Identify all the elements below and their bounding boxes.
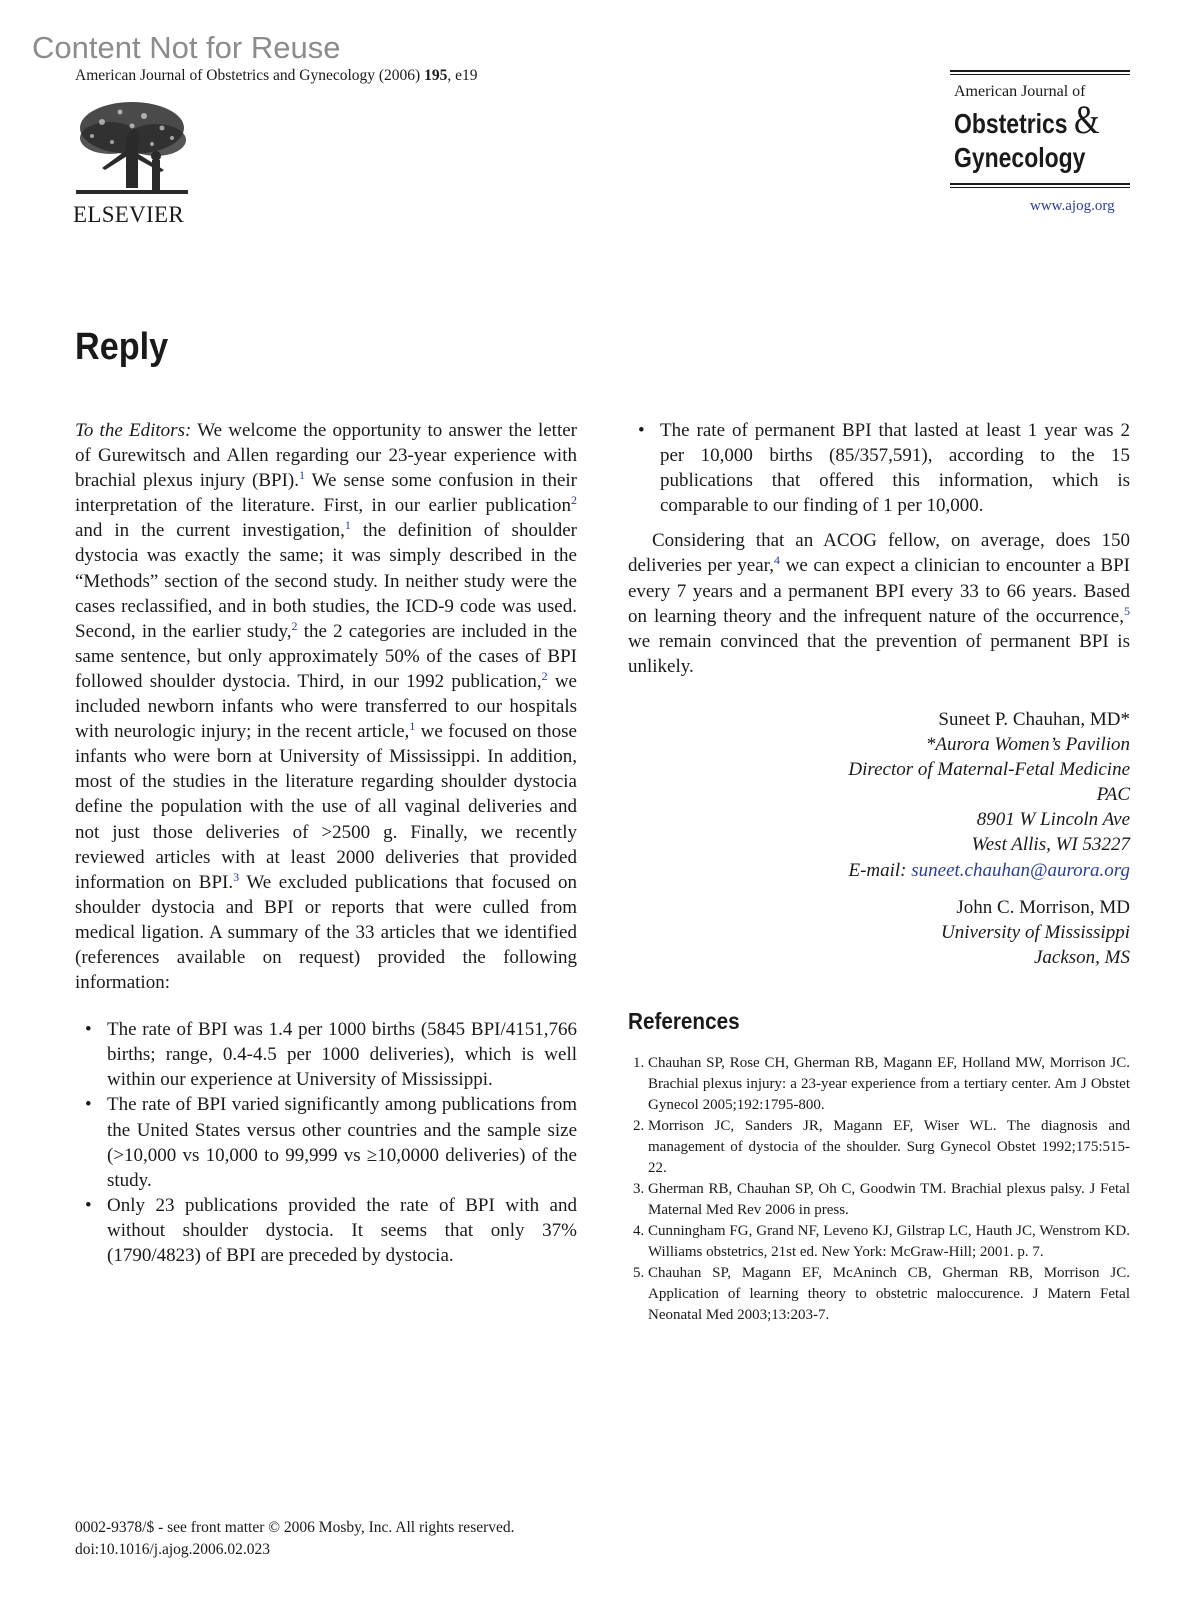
- reference-1-link[interactable]: 1: [299, 468, 305, 483]
- brand-rule-top: [950, 70, 1130, 72]
- watermark: Content Not for Reuse: [32, 30, 341, 65]
- finding-item: • Only 23 publications provided the rate of BPI with and without shoulder dystocia. It seems that only 37% (1790/4823) of BPI are preceded by dystocia.: [107, 1193, 577, 1268]
- finding-item: • The rate of permanent BPI that lasted at least 1 year was 2 per 10,000 births (85/357,591), according to the 15 publications that offered this information, which is comparable to our finding of 1 per 10,000.: [660, 418, 1130, 518]
- doi-line: doi:10.1016/j.ajog.2006.02.023: [75, 1541, 271, 1558]
- reference-item: 5. Chauhan SP, Magann EF, McAninch CB, Gherman RB, Morrison JC. Application of learning theory to obstetric maloccurence. J Matern Fetal Neonatal Med 2003;13:203-7.: [648, 1263, 1130, 1326]
- brand-ampersand: &: [1073, 97, 1100, 142]
- reference-item: 4. Cunningham FG, Grand NF, Leveno KJ, Gilstrap LC, Hauth JC, Wenstrom KD. Williams obstetrics, 21st ed. New York: McGraw-Hill; 2001. p. 7.: [648, 1221, 1130, 1263]
- author-1-address-city: West Allis, WI 53227: [971, 834, 1130, 856]
- references-list: [628, 1053, 1130, 1326]
- author-1-email-link[interactable]: suneet.chauhan@aurora.org: [911, 859, 1130, 881]
- journal-url-link[interactable]: www.ajog.org: [1030, 198, 1115, 214]
- author-1-address-street: 8901 W Lincoln Ave: [976, 809, 1130, 831]
- reference-4-link[interactable]: 4: [774, 553, 780, 568]
- reference-item: 3. Gherman RB, Chauhan SP, Oh C, Goodwin TM. Brachial plexus palsy. J Fetal Maternal Med Rev 2006 in press.: [648, 1179, 1130, 1221]
- reference-2-link[interactable]: 2: [571, 493, 577, 508]
- article-title: Reply: [75, 326, 169, 368]
- finding-item: • The rate of BPI varied significantly among publications from the United States versus other countries and the sample size (>10,000 vs 10,000 to 99,999 vs ≥10,0000 deliveries) of the study.: [107, 1092, 577, 1192]
- brand-line-1: Obstetrics &: [954, 97, 1100, 142]
- author-2-location: Jackson, MS: [1033, 946, 1130, 968]
- author-1-title: Director of Maternal-Fetal Medicine: [848, 759, 1130, 781]
- author-2-name: John C. Morrison, MD: [956, 896, 1130, 918]
- reference-2-link[interactable]: 2: [541, 668, 548, 683]
- brand-rule-bottom: [950, 183, 1130, 185]
- brand-line-2: Gynecology: [954, 142, 1086, 173]
- author-1-email-line: [628, 858, 1130, 883]
- publisher-logo-text: ELSEVIER: [73, 202, 184, 227]
- right-column: [628, 418, 1130, 970]
- brand-rule-top-thin: [950, 74, 1130, 75]
- signature-author-1: [628, 707, 1130, 883]
- left-column: [75, 418, 577, 1268]
- paragraph-2: Considering that an ACOG fellow, on average, does 150 deliveries per year,$^4$ we can expect a clinician to encounter a BPI every 7 years and a permanent BPI every 33 to 66 years. Based on learning theory and the infrequent nature of the occurrence,$^5$ we remain convinced that the prevention of permanent BPI is unlikely.: [628, 530, 1130, 677]
- author-1-name: Suneet P. Chauhan, MD*: [938, 708, 1130, 730]
- email-label: E-mail:: [848, 859, 912, 881]
- reference-1-link[interactable]: 1: [409, 719, 416, 734]
- findings-list-continued: [628, 418, 1130, 518]
- reference-item: 2. Morrison JC, Sanders JR, Magann EF, Wiser WL. The diagnosis and management of dystocia of the shoulder. Surg Gynecol Obstet 1992;175:515-22.: [648, 1116, 1130, 1179]
- reference-3-link[interactable]: 3: [233, 869, 240, 884]
- copyright-line: 0002-9378/$ - see front matter © 2006 Mosby, Inc. All rights reserved.: [75, 1519, 515, 1536]
- findings-list: [75, 1017, 577, 1268]
- reference-5-link[interactable]: 5: [1124, 603, 1130, 618]
- intro-label: To the Editors:: [75, 420, 192, 441]
- page-footer: [75, 1517, 515, 1561]
- author-1-affiliation: *Aurora Women’s Pavilion: [925, 734, 1130, 756]
- author-1-org: PAC: [1096, 784, 1130, 806]
- reference-2-link[interactable]: 2: [291, 618, 298, 633]
- finding-item: • The rate of BPI was 1.4 per 1000 births (5845 BPI/4151,766 births; range, 0.4-4.5 per 1000 deliveries), which is well within our experience at University of Mississippi.: [107, 1017, 577, 1092]
- reference-1-link[interactable]: 1: [344, 518, 351, 533]
- references-heading: References: [628, 1008, 740, 1034]
- author-2-affiliation: University of Mississippi: [941, 921, 1130, 943]
- journal-brand: [950, 70, 1130, 188]
- paragraph-1: To the Editors: We welcome the opportunity to answer the letter of Gurewitsch and Allen regarding our 23-year experience with brachial plexus injury (BPI).$^1$ We sense some confusion in their interpretation of the literature. First, in our earlier publication$^2$ and in the current investigation,$^1$ the definition of shoulder dystocia was exactly the same; it was simply described in the “Methods” section of the second study. In neither study were the cases reclassified, and in both studies, the ICD-9 code was used. Second, in the earlier study,$^2$ the 2 categories are included in the same sentence, but only approximately 50% of the cases of BPI followed shoulder dystocia. Third, in our 1992 publication,$^2$ we included newborn infants who were transferred to our hospitals with neurologic injury; in the recent article,$^1$ we focused on those infants who were born at University of Mississippi. In addition, most of the studies in the literature regarding shoulder dystocia define the population with the use of all vaginal deliveries and not just those deliveries of >2500 g. Finally, we recently reviewed articles with at least 2000 deliveries that provided information on BPI.$^3$ We excluded publications that focused on shoulder dystocia and BPI or reports that were culled from medical ligation. A summary of the 33 articles that we identified (references available on request) provided the following information:: [75, 420, 577, 994]
- journal-citation: American Journal of Obstetrics and Gynecology (2006) 195, e19: [75, 67, 478, 84]
- signature-author-2: [628, 895, 1130, 970]
- reference-item: 1. Chauhan SP, Rose CH, Gherman RB, Magann EF, Holland MW, Morrison JC. Brachial plexus injury: a 23-year experience from a tertiary center. Am J Obstet Gynecol 2005;192:1795-800.: [648, 1053, 1130, 1116]
- elsevier-tree-logo-icon: [72, 98, 192, 200]
- brand-rule-bottom-thin: [950, 187, 1130, 188]
- brand-top-text: American Journal of: [954, 83, 1086, 100]
- citation-volume: 195: [424, 67, 448, 84]
